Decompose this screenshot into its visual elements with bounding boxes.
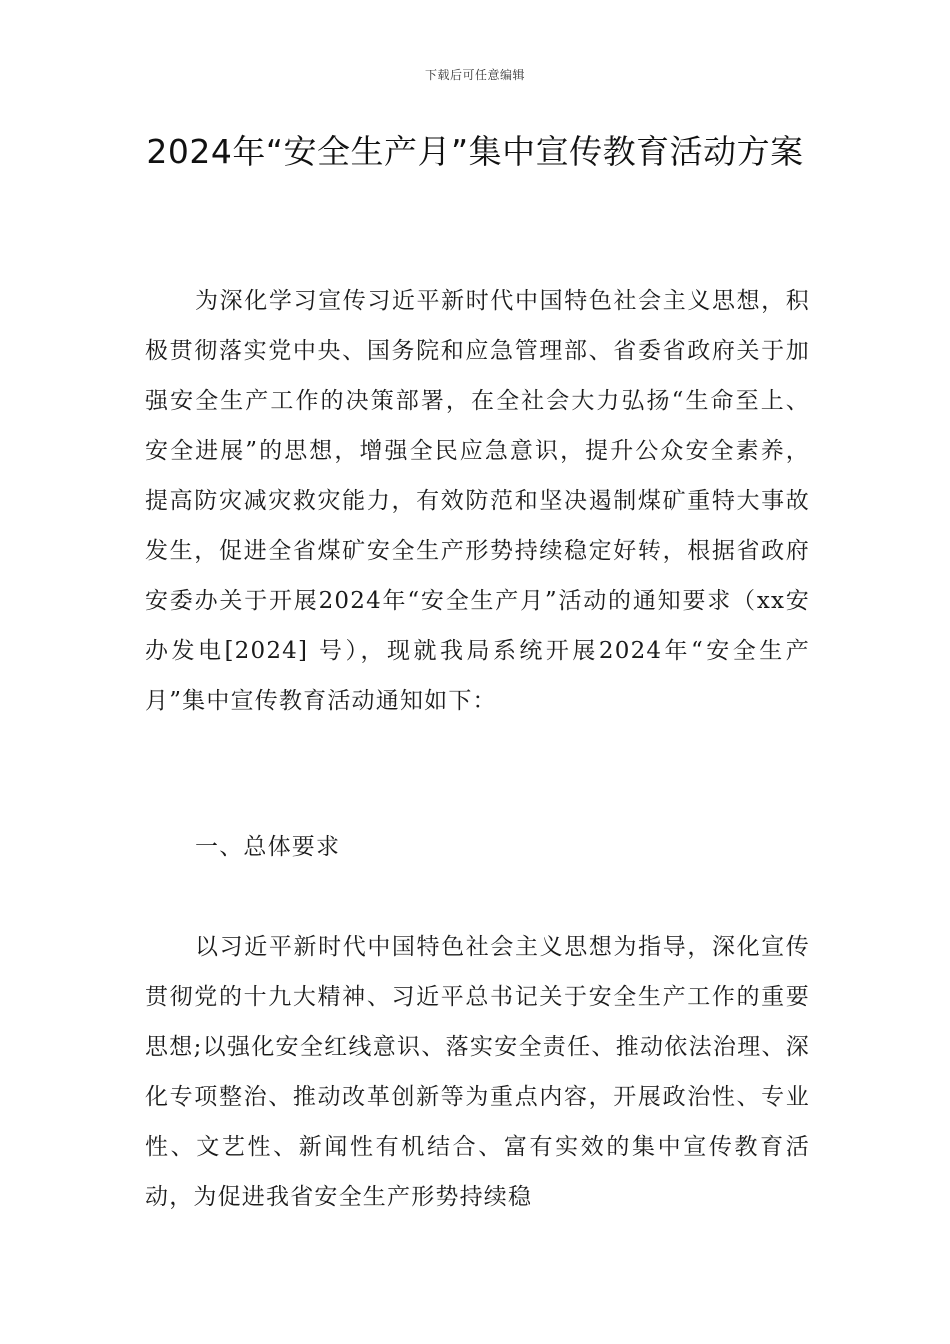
section-heading-overall-requirements: 一、总体要求 [195, 834, 341, 860]
requirements-paragraph-block [145, 922, 810, 1222]
intro-paragraph-block [145, 276, 810, 726]
document-title: 2024年“安全生产月”集中宣传教育活动方案 [146, 132, 804, 171]
page-header-note: 下载后可任意编辑 [424, 68, 525, 82]
requirements-paragraph: 以习近平新时代中国特色社会主义思想为指导，深化宣传贯彻党的十九大精神、习近平总书记关于安全生产工作的重要思想;以强化安全红线意识、落实安全责任、推动依法治理、深化专项整治、推动改革创新等为重点内容，开展政治性、专业性、文艺性、新闻性有机结合、富有实效的集中宣传教育活动，为促进我省安全生产形势持续稳 [145, 934, 810, 1210]
intro-paragraph: 为深化学习宣传习近平新时代中国特色社会主义思想，积极贯彻落实党中央、国务院和应急管理部、省委省政府关于加强安全生产工作的决策部署，在全社会大力弘扬“生命至上、安全进展”的思想，增强全民应急意识，提升公众安全素养，提高防灾减灾救灾能力，有效防范和坚决遏制煤矿重特大事故发生，促进全省煤矿安全生产形势持续稳定好转，根据省政府安委办关于开展2024年“安全生产月”活动的通知要求（xx安办发电[2024] 号），现就我局系统开展2024年“安全生产月”集中宣传教育活动通知如下： [145, 288, 810, 714]
